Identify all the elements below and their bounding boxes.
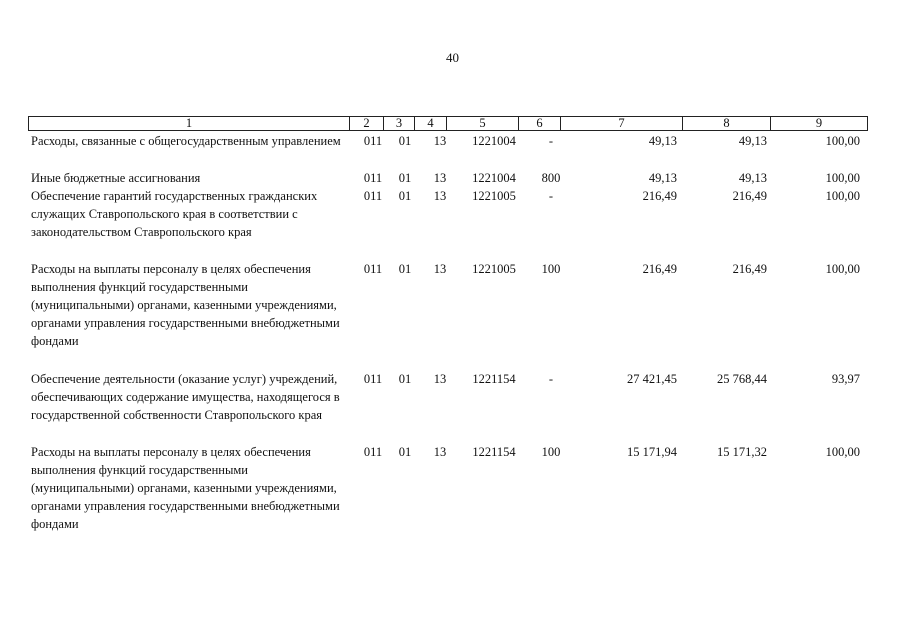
row-percent: 100,00 [825,134,860,148]
row-name: Иные бюджетные ассигнования [31,171,201,185]
row-name: Обеспечение деятельности (оказание услуг) учреждений, обеспечивающих содержание имущества, находящегося в государственной собственности Ставропольского края [31,372,340,422]
row-subsection-code: 13 [433,262,447,276]
row-percent: 100,00 [825,189,860,203]
column-header-7: 7 [560,117,682,130]
row-section-code: 01 [398,171,412,185]
row-name: Расходы на выплаты персоналу в целях обеспечения выполнения функций государственными (муниципальными) органами, казенными учреждениями, органами управления государственными внебюджетными фондами [31,445,340,531]
row-subsection-code: 13 [433,372,447,386]
row-target-code: 1221004 [472,171,516,185]
row-actual-amount: 216,49 [732,262,767,276]
row-ministry-code: 011 [363,171,383,185]
column-header-8: 8 [682,117,770,130]
row-planned-amount: 216,49 [642,189,677,203]
row-expense-type: - [548,134,554,148]
row-name: Расходы на выплаты персоналу в целях обеспечения выполнения функций государственными (муниципальными) органами, казенными учреждениями, органами управления государственными внебюджетными фондами [31,262,340,348]
row-planned-amount: 49,13 [648,134,677,148]
table-header [28,116,868,131]
row-section-code: 01 [398,372,412,386]
row-ministry-code: 011 [363,372,383,386]
row-actual-amount: 216,49 [732,189,767,203]
row-actual-amount: 49,13 [738,171,767,185]
row-name: Расходы, связанные с общегосударственным управлением [31,134,341,148]
row-section-code: 01 [398,189,412,203]
row-subsection-code: 13 [433,134,447,148]
row-expense-type: 100 [541,445,561,459]
row-percent: 93,97 [831,372,860,386]
page-number: 40 [446,50,459,65]
row-planned-amount: 15 171,94 [627,445,677,459]
row-planned-amount: 216,49 [642,262,677,276]
column-header-6: 6 [518,117,560,130]
column-header-1: 1 [185,116,193,130]
row-ministry-code: 011 [363,189,383,203]
row-subsection-code: 13 [433,171,447,185]
row-percent: 100,00 [825,262,860,276]
row-target-code: 1221005 [472,189,516,203]
row-section-code: 01 [398,262,412,276]
column-header-3: 3 [383,117,414,130]
row-target-code: 1221154 [472,445,516,459]
row-subsection-code: 13 [433,189,447,203]
row-target-code: 1221154 [472,372,516,386]
row-planned-amount: 49,13 [648,171,677,185]
column-header-4: 4 [414,117,446,130]
row-expense-type: 100 [541,262,561,276]
row-ministry-code: 011 [363,134,383,148]
row-expense-type: 800 [541,171,561,185]
row-actual-amount: 15 171,32 [717,445,767,459]
row-target-code: 1221004 [472,134,516,148]
row-planned-amount: 27 421,45 [627,372,677,386]
column-header-5: 5 [446,117,518,130]
row-actual-amount: 49,13 [738,134,767,148]
row-percent: 100,00 [825,445,860,459]
row-ministry-code: 011 [363,445,383,459]
column-header-2: 2 [349,117,383,130]
row-section-code: 01 [398,134,412,148]
row-subsection-code: 13 [433,445,447,459]
row-target-code: 1221005 [472,262,516,276]
row-section-code: 01 [398,445,412,459]
row-expense-type: - [548,189,554,203]
row-name: Обеспечение гарантий государственных гражданских служащих Ставропольского края в соответствии с законодательством Ставропольского края [31,189,318,239]
column-header-9: 9 [770,117,867,130]
row-percent: 100,00 [825,171,860,185]
row-actual-amount: 25 768,44 [717,372,767,386]
row-expense-type: - [548,372,554,386]
row-ministry-code: 011 [363,262,383,276]
